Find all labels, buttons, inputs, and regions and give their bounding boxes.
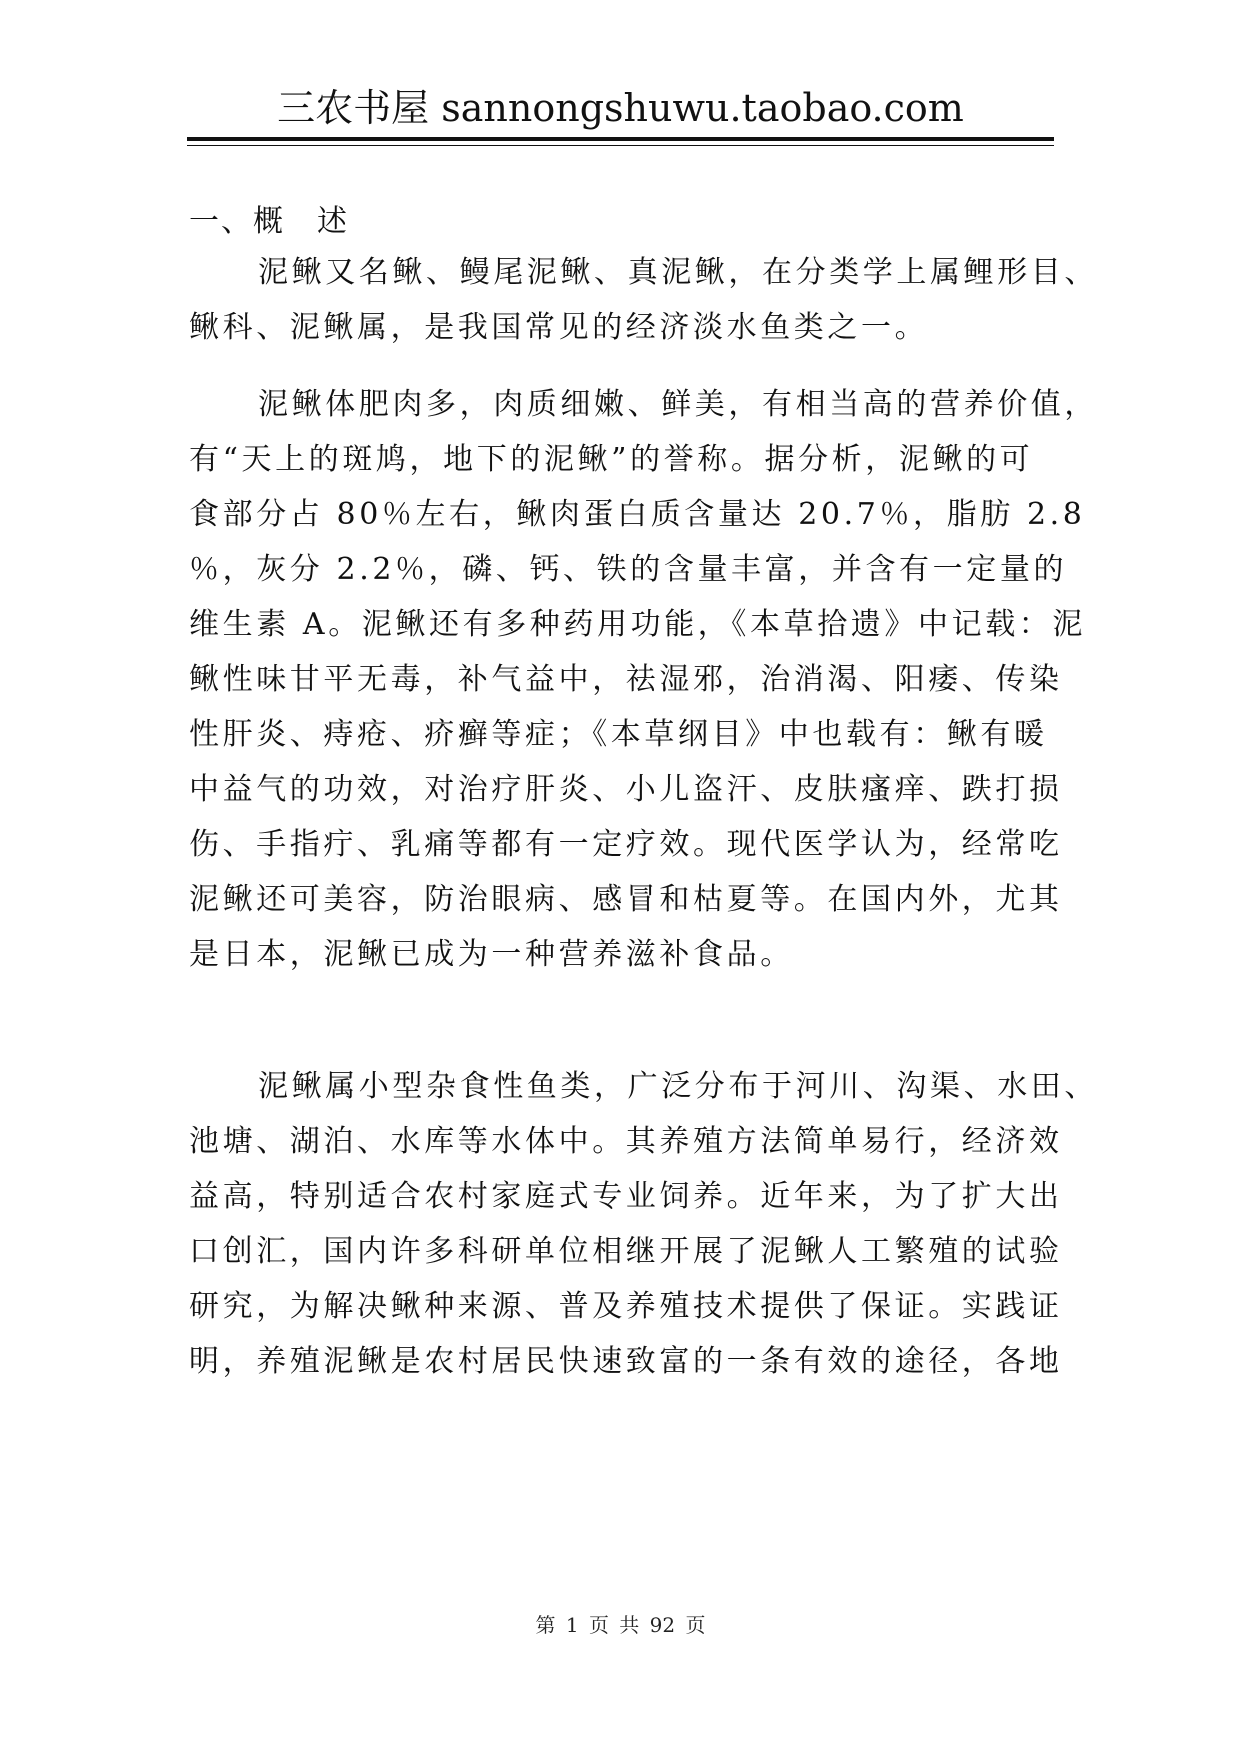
page-number-footer: 第 1 页 共 92 页	[535, 1613, 706, 1637]
paragraph-line: 池塘、湖泊、水库等水体中。其养殖方法简单易行，经济效	[189, 1124, 1063, 1159]
paragraph-line: 鳅科、泥鳅属，是我国常见的经济淡水鱼类之一。	[189, 310, 929, 345]
section-heading: 一、概 述	[189, 204, 349, 239]
header-rule-thick	[187, 137, 1054, 141]
paragraph-line: 研究，为解决鳅种来源、普及养殖技术提供了保证。实践证	[189, 1289, 1063, 1324]
paragraph-line: 食部分占 80％左右，鳅肉蛋白质含量达 20.7％，脂肪 2.8	[189, 497, 1086, 532]
paragraph-line: 性肝炎、痔疮、疥癣等症；《本草纲目》中也载有：鳅有暖	[189, 717, 1048, 752]
paragraph-line: 泥鳅体肥肉多，肉质细嫩、鲜美，有相当高的营养价值，	[258, 387, 1098, 422]
paragraph-line: ％，灰分 2.2％，磷、钙、铁的含量丰富，并含有一定量的	[189, 552, 1068, 587]
paragraph-line: 伤、手指疔、乳痛等都有一定疗效。现代医学认为，经常吃	[189, 827, 1063, 862]
paragraph-line: 泥鳅还可美容，防治眼病、感冒和枯夏等。在国内外，尤其	[189, 882, 1063, 917]
paragraph-line: 泥鳅又名鳅、鳗尾泥鳅、真泥鳅，在分类学上属鲤形目、	[258, 255, 1098, 290]
paragraph-line: 是日本，泥鳅已成为一种营养滋补食品。	[189, 937, 794, 972]
paragraph-line: 泥鳅属小型杂食性鱼类，广泛分布于河川、沟渠、水田、	[258, 1069, 1098, 1104]
paragraph-line: 鳅性味甘平无毒，补气益中，祛湿邪，治消渴、阳痿、传染	[189, 662, 1063, 697]
paragraph-line: 明，养殖泥鳅是农村居民快速致富的一条有效的途径，各地	[189, 1344, 1063, 1379]
paragraph-line: 益高，特别适合农村家庭式专业饲养。近年来，为了扩大出	[189, 1179, 1063, 1214]
paragraph-line: 维生素 A。泥鳅还有多种药用功能，《本草拾遗》中记载：泥	[189, 607, 1087, 642]
paragraph-line: 口创汇，国内许多科研单位相继开展了泥鳅人工繁殖的试验	[189, 1234, 1063, 1269]
header-rule-thin	[187, 145, 1054, 146]
paragraph-line: 中益气的功效，对治疗肝炎、小儿盗汗、皮肤瘙痒、跌打损	[189, 772, 1063, 807]
paragraph-line: 有“天上的斑鸠，地下的泥鳅”的誉称。据分析，泥鳅的可	[189, 442, 1034, 477]
header-title: 三农书屋 sannongshuwu.taobao.com	[277, 86, 964, 130]
